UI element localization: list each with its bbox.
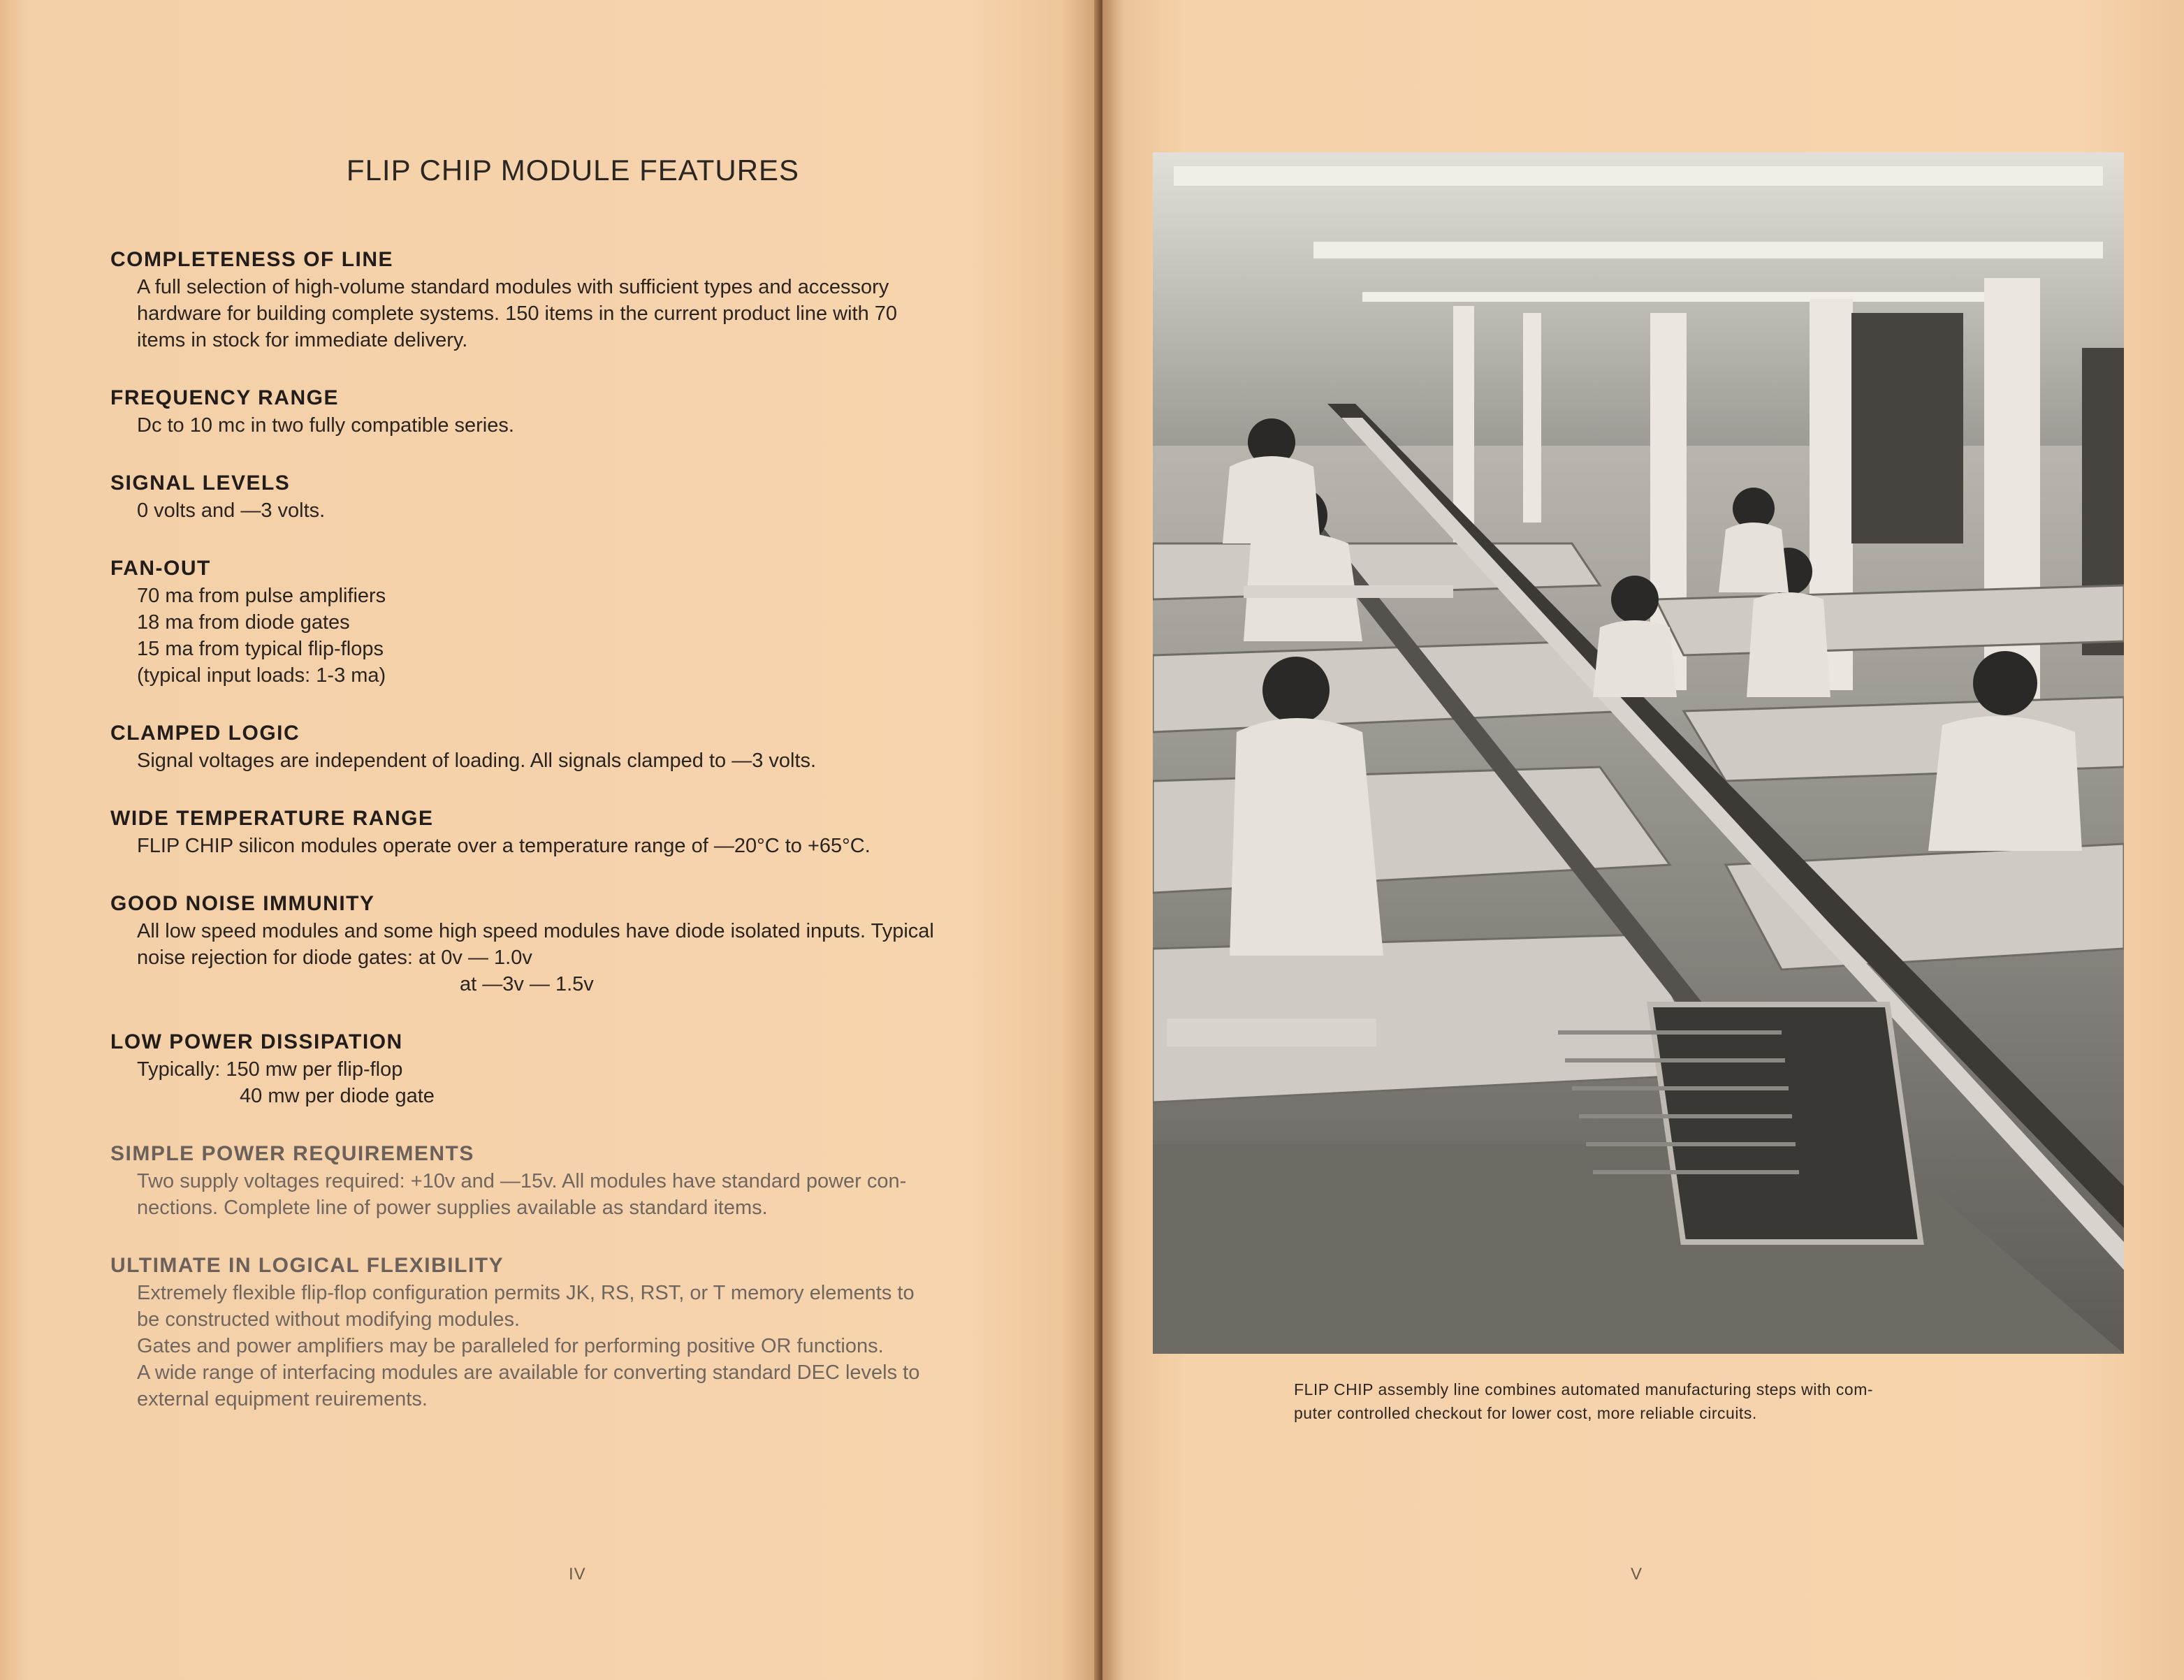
features-list [110,246,1040,1443]
feature-text: 15 ma from typical flip-flops [137,638,384,660]
assembly-line-photo [1153,152,2124,1354]
feature-noise-immunity [110,890,1040,998]
feature-heading: SIMPLE POWER REQUIREMENTS [110,1142,474,1165]
feature-text: items in stock for immediate delivery. [137,329,468,351]
feature-frequency-range [110,384,1040,439]
feature-heading: CLAMPED LOGIC [110,722,300,745]
feature-text: be constructed without modifying modules. [137,1308,520,1331]
feature-text: Signal voltages are independent of loading. All signals clamped to —3 volts. [137,750,817,772]
photo-caption [1294,1378,1993,1425]
feature-text: external equipment reuirements. [137,1388,428,1410]
feature-heading: FAN-OUT [110,557,211,580]
feature-text: Typically: 150 mw per flip-flop [137,1058,403,1081]
feature-text: nections. Complete line of power supplies available as standard items. [137,1197,768,1219]
feature-fan-out [110,555,1040,689]
feature-text: at —3v — 1.5v [460,973,594,995]
feature-clamped-logic [110,720,1040,774]
feature-text: hardware for building complete systems. 150 items in the current product line with 70 [137,302,898,325]
feature-signal-levels [110,469,1040,524]
page-title: FLIP CHIP MODULE FEATURES [346,154,800,187]
feature-power-requirements [110,1140,1040,1221]
feature-text: (typical input loads: 1-3 ma) [137,664,386,687]
feature-heading: FREQUENCY RANGE [110,386,339,409]
feature-completeness [110,246,1040,353]
feature-text: 18 ma from diode gates [137,611,350,634]
caption-line: FLIP CHIP assembly line combines automated manufacturing steps with com- [1294,1380,1874,1398]
feature-temperature-range [110,805,1040,859]
feature-text: All low speed modules and some high speed modules have diode isolated inputs. Typical [137,920,934,942]
feature-text: Gates and power amplifiers may be paralleled for performing positive OR functions. [137,1335,884,1357]
feature-text: noise rejection for diode gates: at 0v — 1.0v [137,947,532,969]
feature-logical-flexibility [110,1252,1040,1412]
feature-text: Dc to 10 mc in two fully compatible series. [137,414,514,437]
feature-low-power [110,1028,1040,1109]
feature-heading: ULTIMATE IN LOGICAL FLEXIBILITY [110,1254,504,1277]
feature-heading: GOOD NOISE IMMUNITY [110,892,375,915]
caption-line: puter controlled checkout for lower cost, more reliable circuits. [1294,1404,1757,1422]
feature-text: FLIP CHIP silicon modules operate over a temperature range of —20°C to +65°C. [137,835,871,857]
feature-text: A wide range of interfacing modules are available for converting standard DEC levels to [137,1361,920,1384]
feature-text: 0 volts and —3 volts. [137,499,326,522]
feature-heading: WIDE TEMPERATURE RANGE [110,807,434,830]
feature-text: A full selection of high-volume standard modules with sufficient types and accessory [137,276,889,298]
feature-heading: LOW POWER DISSIPATION [110,1030,403,1053]
feature-text: 40 mw per diode gate [240,1085,435,1107]
page-number-left: IV [569,1565,586,1584]
feature-text: 70 ma from pulse amplifiers [137,585,386,607]
page-number-right: V [1631,1565,1643,1584]
feature-heading: SIGNAL LEVELS [110,472,291,495]
feature-text: Extremely flexible flip-flop configuration permits JK, RS, RST, or T memory elements to [137,1282,915,1304]
feature-heading: COMPLETENESS OF LINE [110,248,394,271]
feature-text: Two supply voltages required: +10v and —15v. All modules have standard power con- [137,1170,907,1192]
